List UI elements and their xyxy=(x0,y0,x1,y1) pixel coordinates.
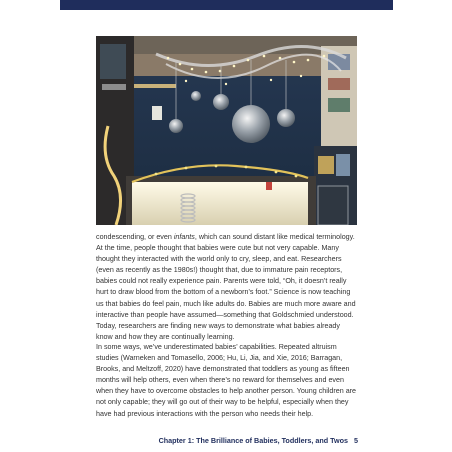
paragraph-lead: condescending, or even xyxy=(96,233,174,241)
header-band xyxy=(60,0,393,10)
classroom-photo xyxy=(96,36,357,225)
emphasis-infants: infants xyxy=(173,233,195,241)
paragraph-rest: , which can sound distant like medical terminology. At the time, people thought that babies were cute but not very capable. Many thought they interacted with the world only to cry, sleep, and eat. Researchers (even as recently as the 1980s!) thought that, due to immature pain receptors, babies could not really experience pain. Parents were told, “Oh, it doesn’t really hurt to draw blood from the bottom of a newborn’s foot.” Science is now teaching us that babies do feel pain, much like adults do. Babies are much more aware and interactive than people have assumed—something that Goldschmied understood. Today, researchers are finding new ways to demonstrate what babies already know and how they are continually learning. xyxy=(96,233,356,341)
page-number: 5 xyxy=(354,436,358,445)
body-paragraph: In some ways, we’ve underestimated babies’ capabilities. Repeated altruism studies (Warneken and Tomasello, 2006; Hu, Li, Jia, and Xie, 2016; Barragan, Brooks, and Meltzoff, 2020) have demonstrated that toddlers as young as fifteen months will help others, even when there’s no reward for themselves and even when they have to overcome obstacles to help another person. Young children are not only capable; they will go out of their way to be helpful, especially when they have had previous interactions with the person who needs their help. xyxy=(96,343,357,418)
body-paragraph xyxy=(96,232,358,343)
chapter-title: Chapter 1: The Brilliance of Babies, Toddlers, and Twos xyxy=(158,436,348,445)
running-footer xyxy=(96,436,358,446)
